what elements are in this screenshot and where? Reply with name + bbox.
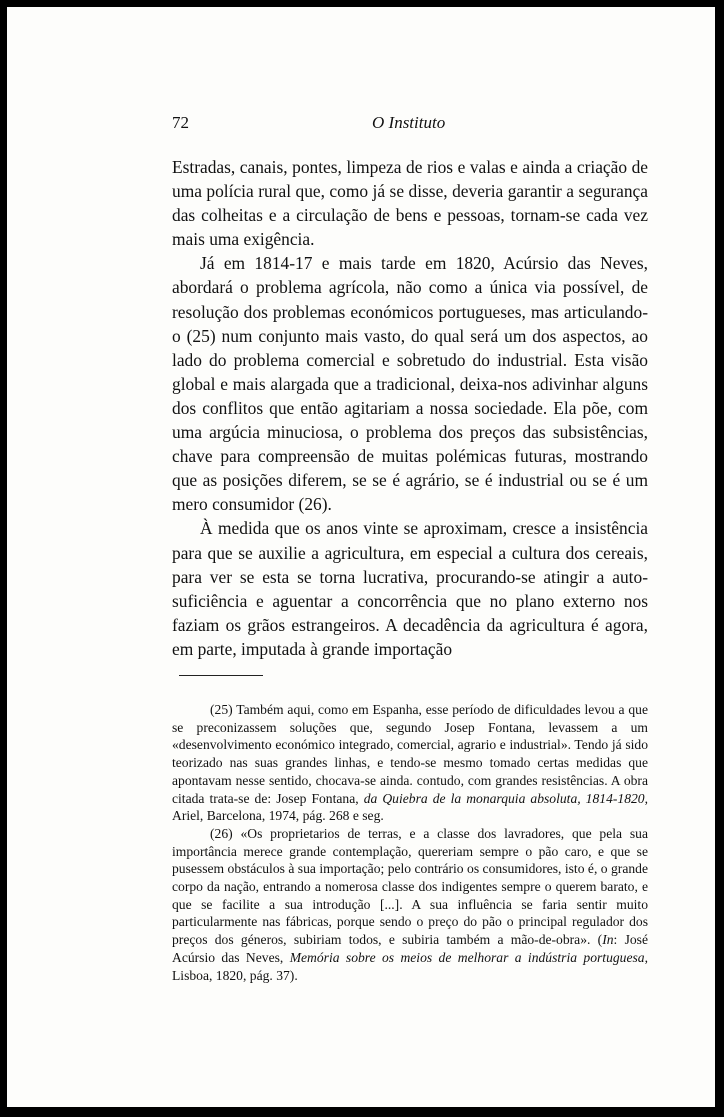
footnote-26-mid: : José Acúrsio das Neves, [172,932,648,965]
body-text [172,155,648,661]
footnotes [172,701,648,984]
page-header [172,113,552,137]
footnote-25-title: da Quiebra de la monarquia absoluta, 1814-1820 [363,790,645,806]
footnote-26 [172,825,648,984]
footnote-25-text: (25) Também aqui, como em Espanha, esse período de dificuldades levou a que se preconizassem soluções que, segundo Josep Fontana, levassem a um «desenvolvimento económico integrado, comercial, agrario e industrial». Tendo já sido teorizado nas suas grandes linhas, e tendo-se mesmo tomado certas medidas que apontavam nesse sentido, chocava-se ainda. contudo, com grandes resistências. A obra citada trata-se de: Josep Fontana, [172,702,648,806]
footnote-25 [172,701,648,825]
paragraph-3: À medida que os anos vinte se aproximam, cresce a insistência para que se auxilie a agricultura, em especial a cultura dos cereais, para ver se esta se torna lucrativa, procurando-se atingir a auto-suficiência e aguentar a concorrência que no plano externo nos faziam os grãos estrangeiros. A decadência da agricultura é agora, em parte, imputada à grande importação [172,518,648,659]
running-title: O Instituto [372,113,446,132]
footnote-divider [179,675,263,676]
paragraph-2: Já em 1814-17 e mais tarde em 1820, Acúrsio das Neves, abordará o problema agrícola, não como a única via possível, de resolução dos problemas económicos portugueses, mas articulando-o (25) num conjunto mais vasto, do qual será um dos aspectos, ao lado do problema comercial e sobretudo do industrial. Esta visão global e mais alargada que a tradicional, deixa-nos adivinhar alguns dos conflitos que então agitariam a nossa sociedade. Ela põe, com uma argúcia minuciosa, o problema dos preços das subsistências, chave para compreensão de muitas polémicas futuras, mostrando que as posições diferem, se se é agrário, se é industrial ou se é um mero consumidor (26). [172,253,648,515]
footnote-26-in: In [602,932,614,948]
footnote-26-tail: , Lisboa, 1820, pág. 37). [172,949,648,983]
footnote-25-tail: , Ariel, Barcelona, 1974, pág. 268 e seg. [172,790,648,824]
paragraph-1: Estradas, canais, pontes, limpeza de rios e valas e ainda a criação de uma polícia rural que, como já se disse, deveria garantir a segurança das colheitas e a circulação de bens e pessoas, tornam-se cada vez mais uma exigência. [172,157,648,250]
footnote-26-title: Memória sobre os meios de melhorar a indústria portuguesa [289,949,645,965]
page-number: 72 [172,113,189,132]
footnote-26-text: (26) «Os proprietarios de terras, e a classe dos lavradores, que pela sua importância merece grande contemplação, quereriam sempre o pão caro, e que se pusessem obstáculos à sua importação; pelo contrário os consumidores, isto é, o grande corpo da nação, entrando a nomerosa classe dos indigentes sempre o querem barato, e que se facilite a sua introdução [...]. A sua influência se faria sentir muito particularmente nas fábricas, porque sendo o preço do pão o principal regulador dos preços dos géneros, subiriam todos, e subiria também a mão-de-obra». ( [172,825,648,948]
document-page [7,7,715,1107]
